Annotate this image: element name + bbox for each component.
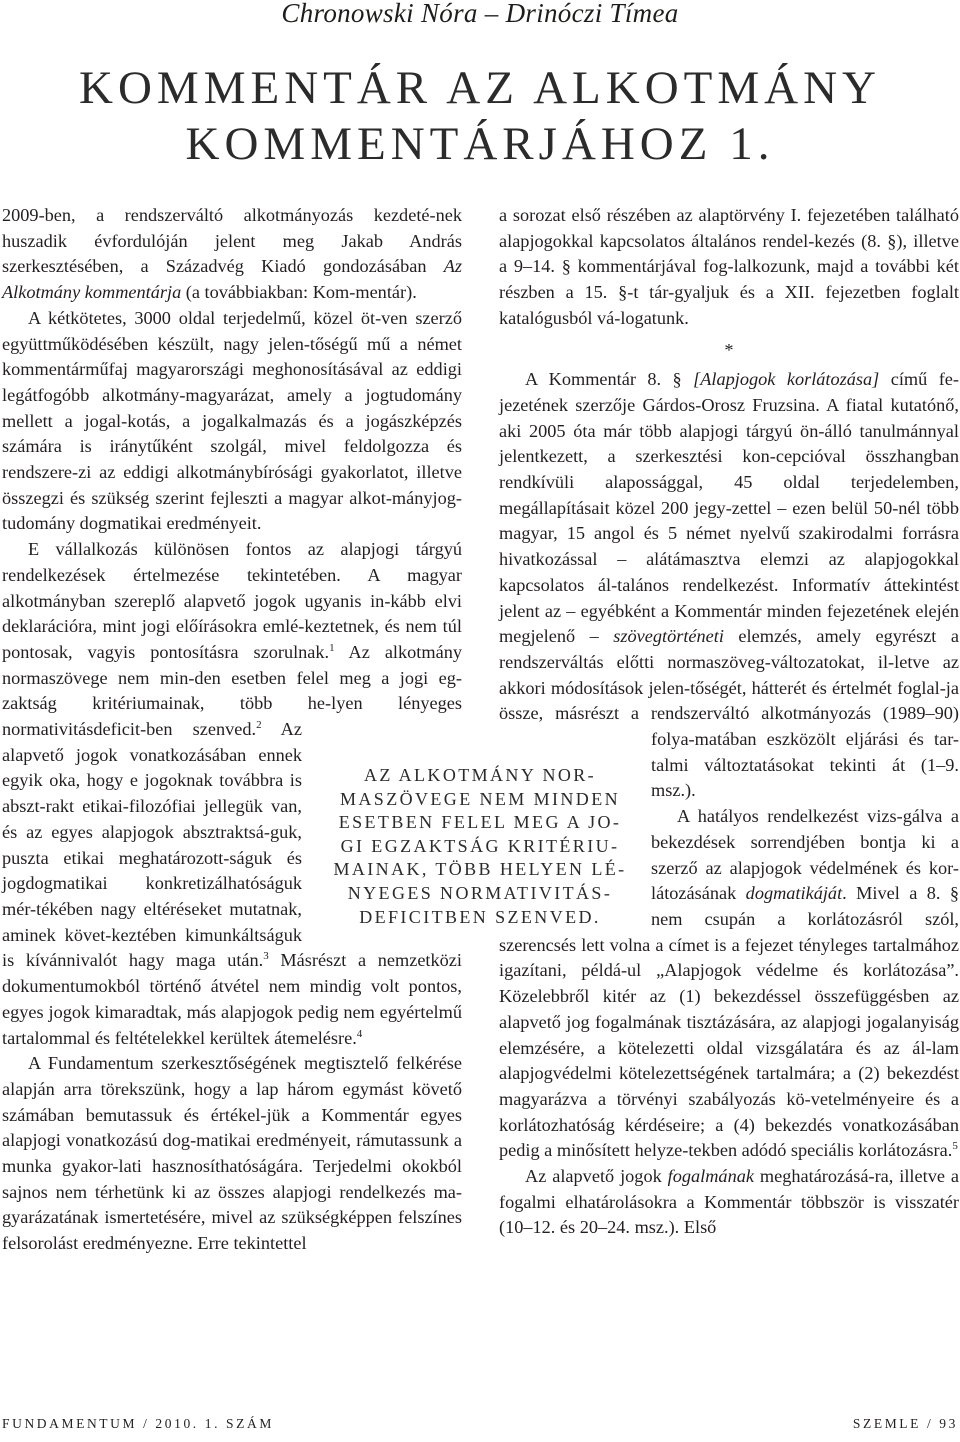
body-paragraph-4: A Fundamentum szerkesztőségének megtisztelő felkérése alapján arra törekszünk, hogy a lap három egymást követő számában bemutassuk és értékel-jük a Kommentár egyes alapjogi vonatkozású dog-matikai eredményeit, rámutassunk a munka gyakor-lati hasznosíthatóságára. Terjedelmi okokból sajnos nem térhetünk ki az összes alapjogi rendelkezés ma-gyarázatának ismertetésére, mivel az szükségképpen felszínes felsorolást eredményezne. Erre tekintettel xyxy=(2,1053,462,1254)
article-title-line-1: KOMMENTÁR AZ ALKOTMÁNY xyxy=(79,62,881,114)
footnote-ref-1: 1 xyxy=(329,641,335,654)
pull-quote: AZ ALKOTMÁNY NOR-MASZÖVEGE NEM MINDEN ESETBEN FELEL MEG A JO-GI EGZAKTSÁG KRITÉRIU-MAINAK, TÖBB HELYEN LÉ-NYEGES NORMATIVITÁS-DEFICITBEN SZENVED. xyxy=(333,765,627,927)
body-paragraph-3: E vállalkozás különösen fontos az alapjogi tárgyú rendelkezések értelmezése tekintetében. A magyar alkotmányban szereplő alapvető jogok ugyanis in-kább elvi deklarációra, mint jogi előírásokra emlé-keztetnek, és nem túl pontosak, vagyis pontosításra szorulnak.$^1$ Az alkotmány normaszövege nem min-den esetben felel meg a jogi eg-zaktság kritériumainak, több he-lyen lényeges normativitásdeficit-ben szenved.$^2$ Az alapvető jogok vonatkozásában ennek egyik oka, hogy e jogoknak továbbra is abszt-rakt etikai-filozófiai jellegük van, és az egyes alapjogok absztraktsá-guk, puszta etikai meghatározott-ságuk és jogdogmatikai konkretizálhatóságuk mér-tékében nagy eltéréseket mutatnak, aminek követ-keztében kimunkáltságuk is kívánnivalót hagy maga után.$^3$ Másrészt a nemzetközi dokumentumokból történő átvétel nem mindig volt pontos, egyes jogok kimaradtak, más alapjogok pedig nem egyértelmű tartalommal és feltételekkel kerültek átemelésre.$^4$ xyxy=(2,539,462,1048)
col2-paragraph-4: Az alapvető jogok fogalmának meghatározásá-ra, illetve a fogalmi elhatárolásokra a Kommentár többször is visszatér (10–12. és 20–24. msz.). Első xyxy=(499,1166,959,1238)
footnote-ref-5: 5 xyxy=(952,1140,958,1153)
footnote-ref-3: 3 xyxy=(263,950,269,963)
col2-paragraph-3: A hatályos rendelkezést vizs-gálva a bekezdések sorrendjében bontja ki a szerző az alapjogok védelmének és kor-látozásának dogmatikáját. Mivel a 8. § nem csupán a korlátozásról szól, szerencsés lett volna a címet is a fejezet tényleges tartalmához igazítani, példá-ul „Alapjogok védelme és korlátozása”. Közelebbről kitér az (1) bekezdéssel összefüggésben az alapvető jog fogalmának tisztázására, az alapjogi jogalanyiság elemzésére, a kötelezetti oldal vizsgálatára és az ál-lam alapjogvédelmi kötelezettségének tartalmára; a (2) bekezdést magyarázva a törvényi szabályozás kö-vetelményeire és a korlátozhatóság kérdéseire; a (4) bekezdés vonatkozásában pedig a minősített helyze-tekben adódó speciális korlátozásra.$^5$ xyxy=(499,806,959,1161)
article-authors: Chronowski Nóra – Drinóczi Tímea xyxy=(281,0,679,28)
footnote-ref-4: 4 xyxy=(356,1027,363,1040)
section-separator: * xyxy=(724,339,734,360)
footer-page-number: SZEMLE / 93 xyxy=(852,1416,958,1431)
article-title-line-2: KOMMENTÁRJÁHOZ 1. xyxy=(185,118,775,170)
left-text-column xyxy=(2,203,462,1257)
col2-paragraph-2: A Kommentár 8. § [Alapjogok korlátozása] című fe-jezetének szerzője Gárdos-Orosz Fruzsina. A fiatal kutatónő, aki 2005 óta már több alapjogi tárgyú ön-álló tanulmánnyal jelentkezett, a szerkesztési kon-cepcióval összhangban rendkívüli alapossággal, 45 oldal terjedelemben, megállapításait közel 200 jegy-zettel – ezen belül 50-nél több magyar, 15 angol és 5 német nyelvű szakirodalmi forrásra hivatkozással – alátámasztva elemzi az alapjogokkal kapcsolatos ál-talános rendelkezést. Informatív áttekintést jelent az – egyébként a Kommentár minden fejezetének elején megjelenő – szövegtörténeti elemzés, amely egyrészt a rendszerváltás előtti normaszöveg-változatokat, il-letve az akkori módosítások jelen-tőségét, hátterét és értelmét foglal-ja össze, másrészt a rendszerváltó alkotmányozás (1989–90) folya-matában eszközölt eljárási és tar-talmi változtatásokat tekinti át (1–9. msz.). xyxy=(499,369,960,801)
col2-paragraph-1: a sorozat első részében az alaptörvény I. fejezetében található alapjogokkal kapcsolatos általános rendel-kezés (8. §), illetve a 9–14. § kommentárjával fog-lalkozunk, majd a további két részben a 15. §-t tár-gyaljuk és a XII. fejezetben foglalt katalógusból vá-logatunk. xyxy=(499,205,959,328)
chapter-title: [Alapjogok korlátozása] xyxy=(693,369,880,390)
right-text-column xyxy=(499,203,959,1241)
book-title: Az Alkotmány kommentárja xyxy=(2,256,462,303)
footer-journal: FUNDAMENTUM / 2010. 1. SZÁM xyxy=(2,1416,274,1431)
body-paragraph-2: A kétkötetes, 3000 oldal terjedelmű, közel öt-ven szerző együttműködésében készült, nagy jelen-tőségű mű a német kommentárműfaj magyarországi meghonosításával az eddigi legátfogóbb alkotmány-magyarázat, amely a jogtudomány mellett a jogal-kotás, a jogalkalmazás és a jogászképzés számára is iránytűként szolgál, mivel feldolgozza és rendszere-zi az eddigi alkotmánybírósági gyakorlatot, illetve összegzi és szükség szerint fejleszti a magyar alkot-mányjog-tudomány dogmatikai eredményeit. xyxy=(2,307,462,534)
intro-paragraph: 2009-ben, a rendszerváltó alkotmányozás kezdeté-nek huszadik évfordulóján jelent meg Jakab András szerkesztésében, a Századvég Kiadó gondozásában Az Alkotmány kommentárja (a továbbiakban: Kom-mentár). xyxy=(2,205,462,303)
footnote-ref-2: 2 xyxy=(256,718,262,731)
